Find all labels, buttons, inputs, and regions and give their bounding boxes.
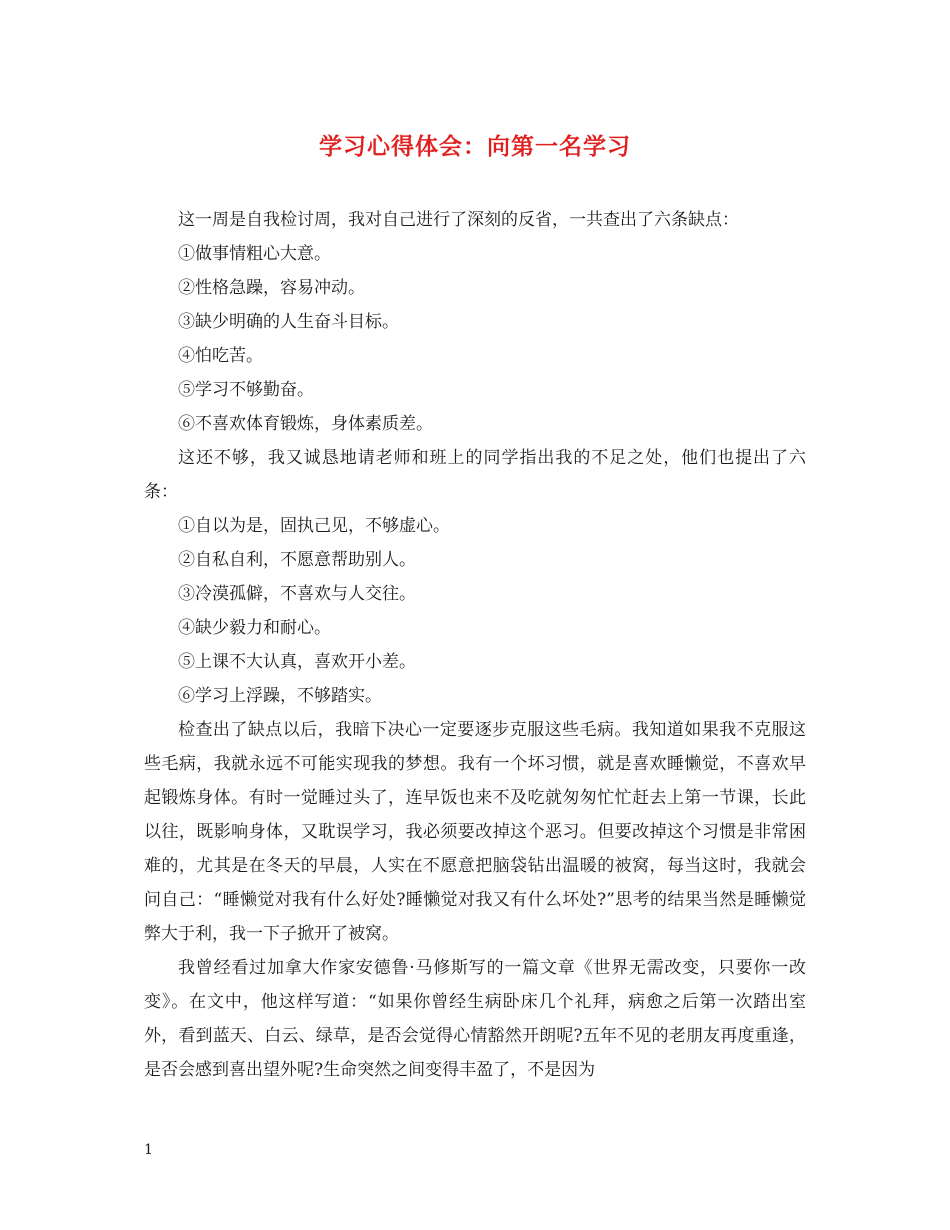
page-number: 1 [144, 1142, 153, 1158]
paragraph: ⑥学习上浮躁，不够踏实。 [178, 686, 382, 706]
document-body [144, 203, 806, 1087]
paragraph: ③缺少明确的人生奋斗目标。 [178, 312, 399, 332]
paragraph: ④缺少毅力和耐心。 [178, 618, 331, 638]
paragraph: 我曾经看过加拿大作家安德鲁·马修斯写的一篇文章《世界无需改变，只要你一改变》。在文中，他这样写道：“如果你曾经生病卧床几个礼拜，病愈之后第一次踏出室外，看到蓝天、白云、绿草，是否会觉得心情豁然开朗呢?五年不见的老朋友再度重逢，是否会感到喜出望外呢?生命突然之间变得丰盈了，不是因为 [144, 958, 806, 1080]
paragraph: 这一周是自我检讨周，我对自己进行了深刻的反省，一共查出了六条缺点： [178, 210, 739, 230]
paragraph: ⑤学习不够勤奋。 [178, 380, 314, 400]
document-title: 学习心得体会：向第一名学习 [319, 134, 631, 160]
paragraph: ②性格急躁，容易冲动。 [178, 278, 365, 298]
paragraph: ①自以为是，固执己见，不够虚心。 [178, 516, 450, 536]
paragraph: ①做事情粗心大意。 [178, 244, 331, 264]
paragraph: 检查出了缺点以后，我暗下决心一定要逐步克服这些毛病。我知道如果我不克服这些毛病，我就永远不可能实现我的梦想。我有一个坏习惯，就是喜欢睡懒觉，不喜欢早起锻炼身体。有时一觉睡过头了，连早饭也来不及吃就匆匆忙忙赶去上第一节课，长此以往，既影响身体，又耽误学习，我必须要改掉这个恶习。但要改掉这个习惯是非常困难的，尤其是在冬天的早晨，人实在不愿意把脑袋钻出温暖的被窝，每当这时，我就会问自己：“睡懒觉对我有什么好处?睡懒觉对我又有什么坏处?”思考的结果当然是睡懒觉弊大于利，我一下子掀开了被窝。 [144, 720, 806, 944]
paragraph: ⑥不喜欢体育锻炼，身体素质差。 [178, 414, 433, 434]
paragraph: 这还不够，我又诚恳地请老师和班上的同学指出我的不足之处，他们也提出了六条： [144, 448, 806, 502]
paragraph: ②自私自利，不愿意帮助别人。 [178, 550, 416, 570]
paragraph: ⑤上课不大认真，喜欢开小差。 [178, 652, 416, 672]
paragraph: ③冷漠孤僻，不喜欢与人交往。 [178, 584, 416, 604]
paragraph: ④怕吃苦。 [178, 346, 263, 366]
